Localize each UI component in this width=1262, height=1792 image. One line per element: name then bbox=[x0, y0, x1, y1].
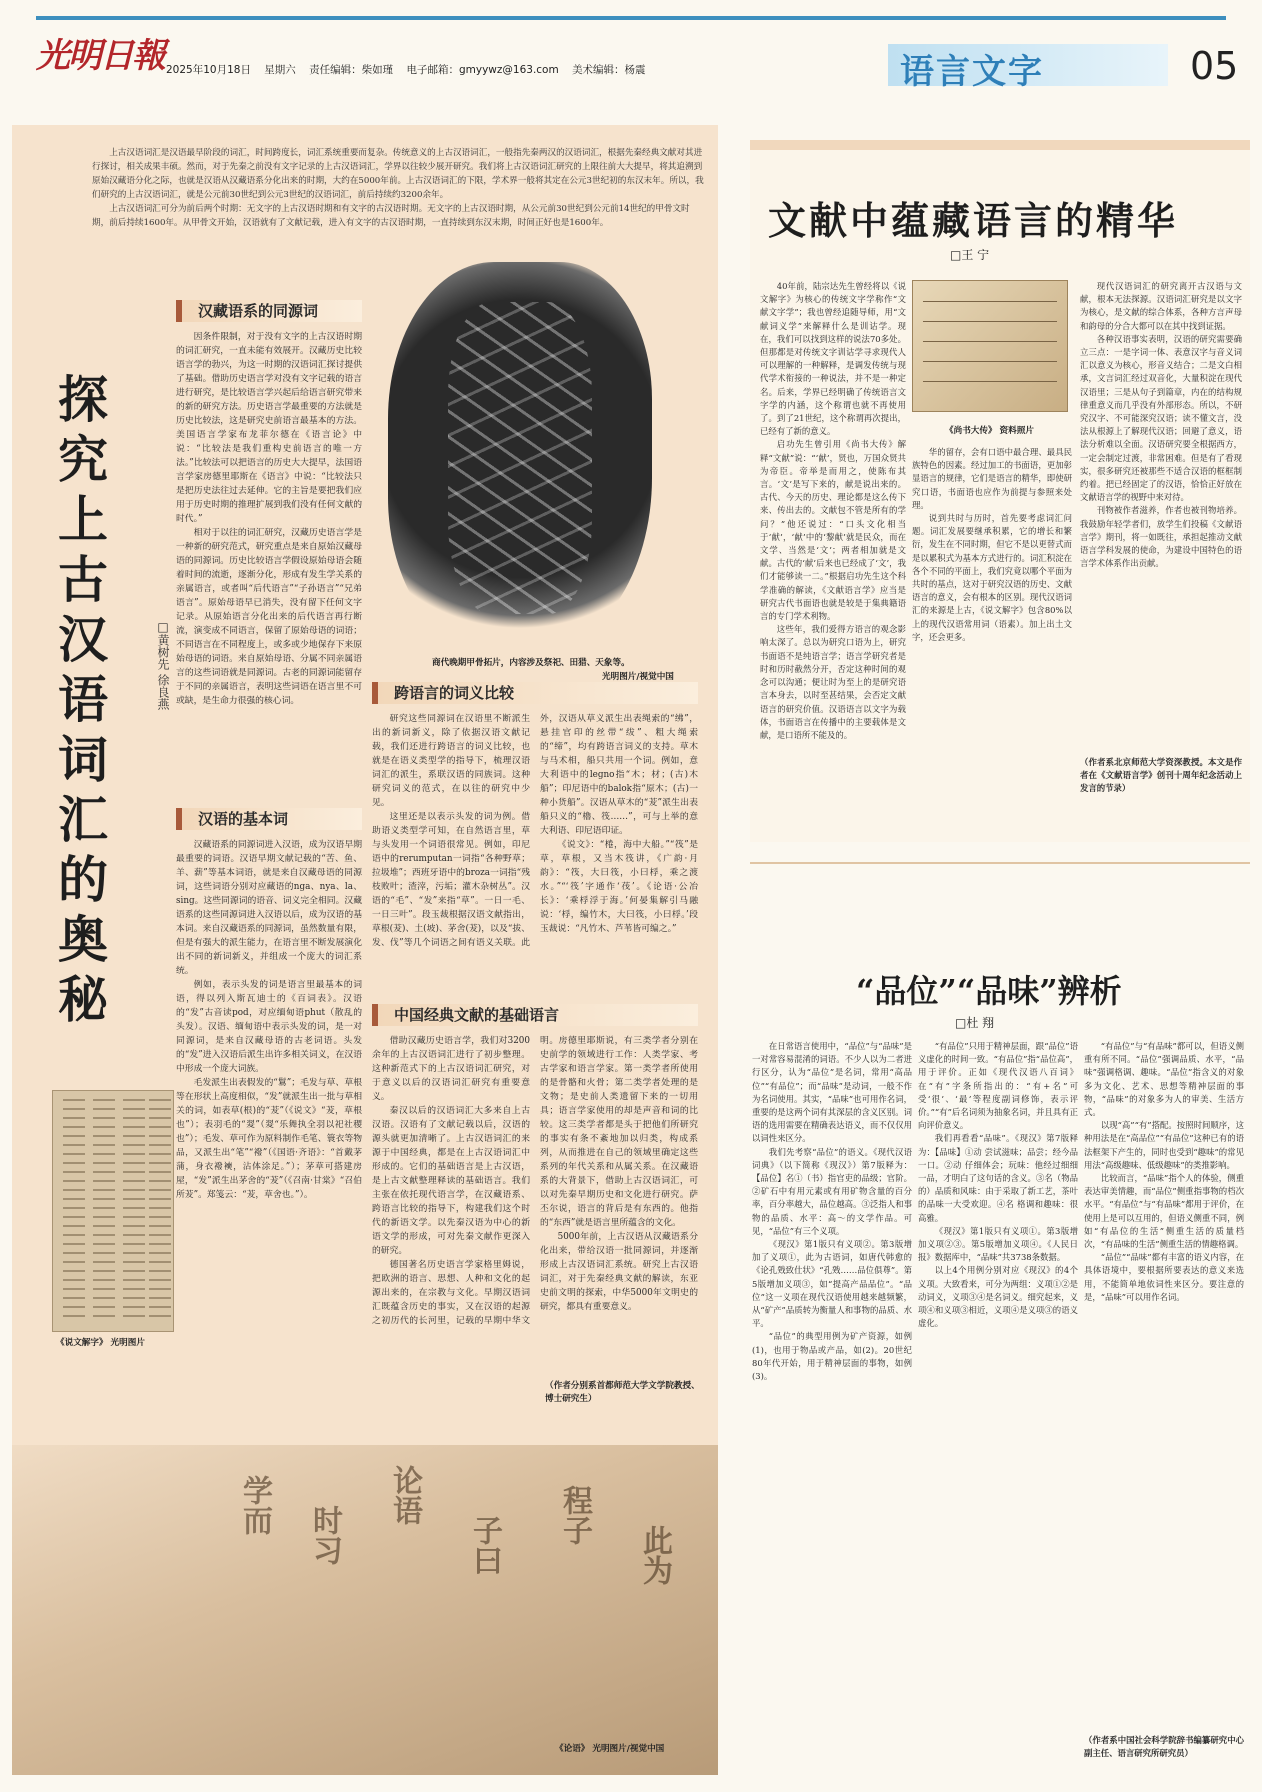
body-paragraph: 我们先考察“品位”的语义。《现代汉语词典》（以下简称《现汉》）第7版释为：【品位】名①（书）指官吏的品级；官阶。②矿石中有用元素或有用矿物含量的百分率，百分率越大，品位越高。③泛指人和事物的品质、水平：高～的文学作品。可见，“品位”有三个义项。 bbox=[752, 1146, 912, 1236]
shangshu-dazhuan-image bbox=[912, 280, 1068, 412]
body-paragraph: 以现“高”“有”搭配。按照时间顺序，这种用法是在“高品位”“有品位”这种已有的语法框架下产生的，同时也受到“趣味”的常见用法“高级趣味、低级趣味”的类推影响。 bbox=[1084, 1120, 1244, 1170]
issue-meta bbox=[166, 62, 656, 77]
body-paragraph: 华的留存，会有口语中最合理、最具民族特色的因素。经过加工的书面语，更加彰显语言的规律，它们是语言的精华，即使研究口语，书面语也应作为前提与参照来处理。 bbox=[912, 447, 1072, 510]
feature-intro bbox=[92, 146, 704, 230]
body-paragraph: 相对于以往的词汇研究，汉藏历史语言学是一种新的研究范式，研究重点是来自原始汉藏母语的同源词。历史比较语言学假设原始母语会随着时间的流逝，逐渐分化，形成有发生学关系的亲属语言，或者叫“后代语言”“子孙语言”“兄弟语言”。原始母语早已消失，没有留下任何文字记录。从原始语言分化出来的后代语言再行断流，演变成不同语言，保留了原始母语的词语；不同语言在不同程度上，或多或少地保存下来原始母语的词语。来自原始母语、分属不同亲属语言的这些词语就是同源词。古老的同源词能留存于不同的亲属语言，表明这些词语在语言里不可或缺，是生命力很强的核心词。 bbox=[176, 528, 362, 706]
body-paragraph: 研究这些同源词在汉语里不断派生出的新词新义，除了依据汉语文献记载，我们还进行跨语言的词义比较，也就是在语义类型学的指导下，梳理汉语词汇的派生，系联汉语的同族词。这种研究词义的范式，在以往的研究中少见。 bbox=[372, 714, 530, 808]
body-paragraph: 比较而言，“品味”指个人的体验，侧重表达审美情趣，而“品位”侧重指事物的档次水平。“有品位”与“有品味”都用于评价，在使用上是可以互用的，但语义侧重不同，例如“有品位的生活”侧重生活的质量档次，“有品味的生活”侧重生活的情趣格调。 bbox=[1084, 1173, 1244, 1250]
body-paragraph: 汉藏语系的同源词进入汉语，成为汉语早期最重要的词语。汉语早期文献记载的“苦、鱼、羊、薪”等基本词语，就是来自汉藏母语的同源词，这些词语分别对应藏语的nga、nya、la、sing。这些同源词的语音、词义完全相同。汉藏语系的这些同源词进入汉语以后，成为汉语的基本词。来自汉藏语系的同源词，虽然数量有限，但是有强大的派生能力，在语言里不断发展演化出不同的新词新义，并组成一个庞大的词汇系统。 bbox=[176, 840, 362, 976]
intro-paragraph: 上古汉语词汇可分为前后两个时期：无文字的上古汉语时期和有文字的古汉语时期。无文字的上古汉语时期，从公元前30世纪到公元前14世纪的甲骨文时期，前后持续1600年。从甲骨文开始，汉语就有了文献记载，进入有文字的古汉语时期，一直持续到东汉末期，时间正好也是1600年。 bbox=[92, 204, 690, 228]
body-paragraph: “有品位”只用于精神层面，跟“品位”语义虚化的时间一致。“有品位”指“品位高”，用于评价。正如《现代汉语八百词》在“有”字条所指出的：“有+名”可受‘很’、‘最’等程度副词修饰，表示评价。”“有”后名词须为抽象名词，并且具有正向评价意义。 bbox=[918, 1041, 1078, 1131]
column-basic-words bbox=[176, 838, 362, 1202]
lunyu-book-image: 学而 时习 论语 子曰 程子 此为 bbox=[12, 1445, 718, 1775]
article1-author-note: （作者系北京师范大学资深教授。本文是作者在《文献语言学》创刊十周年纪念活动上发言的节录） bbox=[1080, 757, 1242, 794]
shuowen-book-image bbox=[52, 1090, 174, 1332]
body-paragraph: 以上4个用例分别对应《现汉》的4个义项。大致看来，可分为两组：义项①②是动词义，义项③④是名词义。细究起来，义项④和义项③相近，义项④是义项③的语义虚化。 bbox=[918, 1265, 1078, 1329]
article2-col1 bbox=[752, 1040, 912, 1780]
article1-col2 bbox=[912, 446, 1072, 840]
body-paragraph: 秦汉以后的汉语词汇大多来自上古汉语。汉语有了文献记载以后，汉语的源头就更加清晰了。上古汉语词汇的来源于中国经典，都是在上古汉语词汇中形成的。它们的基础语言是上古汉语，是上古文献整理释读的基础语言。我们主张在依托现代语言学，在汉藏语系、跨语言比较的指导下，构建我们这个时代的新语文学。以先秦汉语为中心的新语文学的形成，可对先秦文献作更深入的研究。 bbox=[372, 1106, 530, 1256]
body-paragraph: “有品位”与“有品味”都可以，但语义侧重有所不同。“品位”强调品质、水平，“品味”强调格调、趣味。“品位”指含义的对象多为文化、艺术、思想等精神层面的事物，“品味”的对象多为人的审美、生活方式。 bbox=[1084, 1041, 1244, 1118]
article1-col3 bbox=[1080, 280, 1242, 750]
body-paragraph: 说到共时与历时，首先要考虑词汇问题。词汇发展要继承积累，它的增长和繁衍，发生在不同时期，但它不是以更替式而是以累积式为基本方式进行的。词汇积淀在各个不同的平面上，我们究竟以哪个平面为共时的基点，这对于研究汉语的历史、文献语言的意义，会有根本的区别。现代汉语词汇的来源是上古，《说文解字》包含80%以上的现代汉语常用词（语素）。加上出土文字，还会更多。 bbox=[912, 513, 1072, 642]
body-paragraph: 40年前，陆宗达先生曾经将以《说文解字》为核心的传统文字学称作“文献文字学”；我也曾经追随导师，用“文献词义学”来解释什么是训诂学。现在，我们可以找到这样的说法70多处。但那都是对传统文字训诂学寻求现代人可以理解的一种解释，是调发传统与现代学术衔接的一种说法，并不是一种定名。后来，学界已经明确了传统语言文字学的内涵，这个称谓也就不再使用了。到了21世纪，这个称谓再次提出，已经有了新的意义。 bbox=[760, 281, 906, 437]
column-cross-lingual bbox=[372, 712, 698, 1000]
body-paragraph: 《现汉》第1版只有义项②。第3版增加了义项①，此为古语词，如唐代韩愈的《论孔戣致仕状》“孔戣……品位俱尊”。第5版增加义项③，如“提高产品品位”。“品位”这一义项在现代汉语使用越来越频繁，从“矿产”品质转为衡量人和事物的品质、水平。 bbox=[752, 1239, 912, 1329]
newspaper-logo: 光明日報 bbox=[36, 36, 164, 76]
book-caption: 《论语》 光明图片/视觉中国 bbox=[555, 1744, 665, 1754]
body-paragraph: 刊物被作者滋养，作者也被刊物培养。我鼓励年轻学者们，放学生们投稿《文献语言学》期刊，将一如既往，承担起推动文献语言学科发展的使命，为建设中国特色的语言学术体系作出贡献。 bbox=[1080, 505, 1242, 569]
responsible-editor: 责任编辑：柴如瑾 bbox=[309, 64, 394, 76]
article2-title: “品位”“品味”辨析 bbox=[856, 972, 1122, 1010]
body-paragraph: 这些年，我们爱得方语言的观念影响太深了。总以为研究口语为上，研究书面语不是纯语言学；语言学研究者是时和历时截然分开，否定这种时间的观念可以沟通；便让时为至上的是研究语言本身去，以时至甚结果，会否定文献语言的研究价值。汉语语言以文字为载体，书面语言在传播中的主要载体是文献，是口语所不能及的。 bbox=[760, 624, 906, 740]
body-paragraph: 在日常语言使用中，“品位”与“品味”是一对常容易混淆的词语。不少人以为二者进行区分，认为“品位”是名词，常用“高品位”“有品位”；而“品味”是动词，一般不作为名词使用。其实，“品味”也可用作名词，重要的是这两个词有其深层的含义区别。词语的选用需要在精确表达语义，而不仅仅用以词性来区分。 bbox=[752, 1041, 912, 1144]
article1-author: □王 宁 bbox=[950, 248, 990, 262]
section-name: 语言文字 bbox=[900, 52, 1044, 92]
body-paragraph: 借助汉藏历史语言学，我们对3200余年的上古汉语词汇进行了初步整理。这种新范式下的上古汉语词汇研究，对于意义以后的汉语词汇研究有重要意义。 bbox=[372, 1036, 530, 1102]
top-rule bbox=[36, 16, 1226, 20]
oracle-bone-rubbing-image bbox=[388, 262, 652, 654]
feature-author-note: （作者分别系首都师范大学文学院教授、博士研究生） bbox=[545, 1381, 700, 1404]
article2-col2 bbox=[918, 1040, 1078, 1780]
body-paragraph: “品位”的典型用例为矿产资源，如例(1)，也用于物品或产品，如(2)。20世纪80年代开始，用于精神层面的事物，如例(3)。 bbox=[752, 1331, 912, 1382]
intro-paragraph: 上古汉语词汇是汉语最早阶段的词汇，时间跨度长，词汇系统重要而复杂。传统意义的上古汉语词汇，一般指先秦两汉的汉语词汇，根据先秦经典文献对其进行探讨，相关成果丰硕。然而，对于先秦之前没有文字记录的上古汉语词汇，学界以往较少展开研究。我们将上古汉语词汇研究的上限往前大大提早，将其追溯到原始汉藏语分化之际，也就是汉语从汉藏语系分化出来的时期，大约在5000年前。上古汉语词汇的下限，学术界一般将其定在公元3世纪初的东汉末年。所以，我们研究的上古汉语词汇，就是公元前30世纪到公元3世纪的汉语词汇，前后持续约3200余年。 bbox=[92, 148, 704, 200]
subhead-cross-lingual: 跨语言的词义比较 bbox=[372, 682, 698, 704]
body-paragraph: 因条件限制，对于没有文字的上古汉语时期的词汇研究，一直未能有效展开。汉藏历史比较语言学的勃兴，为这一时期的汉语词汇探讨提供了基础。借助历史语言学对没有文字记载的语言进行研究，是比较语言学兴起后给语言研究带来的新的研究方法。历史语言学最重要的方法就是历史比较法，这是研究史前语言最基本的方法。美国语言学家布龙菲尔德在《语言论》中说：“比较法是我们重构史前语言的唯一方法。”比较法可以把语言的历史大大提早，法国语言学家房德里耶斯在《语言》中说：“比较法只是把历史法往过去延伸。它的主旨是要把我们应用于历史时期的推理扩展到我们没有任何文献的时代。” bbox=[176, 332, 362, 524]
article1-col1 bbox=[760, 280, 906, 840]
body-paragraph: 我们再看看“品味”。《现汉》第7版释为：【品味】①动 尝试滋味；品尝；经今品一口。②动 仔细体会；玩味：他经过细细一品，才明白了这句话的含义。③名（物品的）品质和风味：由于采取了新工艺，茶叶的品味一大受欢迎。④名 格调和趣味：很高雅。 bbox=[918, 1133, 1078, 1223]
editor-email: 电子邮箱：gmyywz@163.com bbox=[406, 64, 559, 76]
body-paragraph: 毛发派生出表假发的“鬄”；毛发与草、草根等在形状上高度相似，“发”就派生出一批与草相关的词，如表草(根)的“茇”（《说文》“茇，草根也”）；表羽毛的“翇”（翇“乐舞执全羽以祀社稷也”）；毛发、草可作为原料制作毛笔、簑衣等物品，又派生出“笔”“襏”（《国语·齐语》：“首戴茅蒲，身衣襏襫，沾体涂足。”）；茅草可搭建房屋，“发”派生出茅舍的“茇”（《召南·甘棠》“召伯所茇”。郑笺云：“茇，草舍也。”）。 bbox=[176, 1078, 362, 1200]
column-cognates bbox=[176, 330, 362, 708]
oracle-credit: 光明图片/视觉中国 bbox=[602, 672, 674, 682]
shuowen-caption: 《说文解字》 光明图片 bbox=[56, 1338, 145, 1348]
body-paragraph: 这里还是以表示头发的词为例。借助语义类型学可知，在自然语言里，草与头发用一个词语很常见。例如，印尼语中的rerumputan一词指“各种野草；拉圾堆”；西班牙语中的broza一词指“残枝败叶；渣滓，污垢；灌木杂树丛”。汉语的“毛”、“发”来指“草”。一日一毛、一日三叶”。段玉裁根据汉语文献指出，草根(茇)、土(坡)、茅舍(茇)，以及“拔、发、伐”等几个词语之间有语义关联。此外，汉语从草义派生出表绳索的“绋”，悬挂官印的丝带“绂”、粗大绳索的“缔”，均有跨语言词义的支持。草木与马术相，船只共用一个词。例如，意大利语中的legno指“木；材；(古)木船”；印尼语中的balok指“原木；(古)一种小货船”。汉语从草木的“茇”派生出表船只义的“櫓、筏……”，可与上举的意大利语、印尼语印证。 bbox=[372, 714, 698, 948]
article2-author: □杜 翔 bbox=[955, 1016, 995, 1030]
subhead-basic-words: 汉语的基本词 bbox=[176, 808, 362, 830]
issue-date: 2025年10月18日 bbox=[166, 64, 251, 76]
article1-img-caption: 《尚书大传》 资料照片 bbox=[945, 426, 1034, 436]
column-classics bbox=[372, 1034, 698, 1374]
subhead-cognates: 汉藏语系的同源词 bbox=[176, 300, 362, 322]
feature-title: 探究上古汉语词汇的奥秘 bbox=[58, 370, 108, 1029]
body-paragraph: 《说文》：“棬，海中大船。”“筏”是草，草根，又当木筏讲，《广韵·月韵》：“筏，大曰筏，小曰桴，乘之渡水。”“‘筏’字通作‘茷’。《论语·公冶长》：‘乘桴浮于海。’何晏集解引马融说：‘桴，编竹木，大曰筏，小曰桴。’段玉裁说：“凡竹木、芦苇皆可编之。” bbox=[540, 840, 698, 934]
body-paragraph: 各种汉语事实表明，汉语的研究需要确立三点：一是字词一体、表意汉字与音义词汇以意义为核心，形音义结合；二是文白相承，文言词汇经过双音化，大量积淀在现代汉语里；三是从句子到篇章，内在的结构规律重意义而几乎没有外部形态。所以，不研究汉字、不可能深究汉语；读不懂文言，没法从根源上了解现代汉语；回避了意义，语法分析难以全面。汉语研究要全根据西方，一定会制定过渡，非常困难。但是有了看现实，很多研究还被那些不适合汉语的框框制约着。把已经固定了的汉语，恰恰正好放在文献语言学的视野中来对待。 bbox=[1080, 333, 1242, 503]
article2-col3 bbox=[1084, 1040, 1244, 1730]
body-paragraph: 启功先生曾引用《尚书大传》解释“文献”说：“‘献’，贤也，万国众贤共为帝臣。帝举是而用之，使陈布其言。‘文’是写下来的，献是说出来的。古代、今天的历史、理论都是这么传下来、传出去的。文献包不管是所有的学问？”他还说过：“口头文化相当于‘献’，‘献’中的‘黎献’就是民众，而在文学、当然是‘文’；两者相加就是文献。古代的‘献’后来也已经成了‘文’，我们才能够读一二。”根据启功先生这个科学准确的解读，《文献语言学》应当是研究古代书面语也就是较是于集典籍语言的专门学术利物。 bbox=[760, 439, 906, 622]
subhead-classics: 中国经典文献的基础语言 bbox=[372, 1004, 698, 1026]
feature-authors: □黄树先 徐良燕 bbox=[156, 620, 170, 710]
page-number: 05 bbox=[1190, 44, 1239, 88]
article-divider bbox=[750, 862, 1250, 864]
issue-weekday: 星期六 bbox=[264, 64, 296, 76]
article1-title: 文献中蕴藏语言的精华 bbox=[768, 198, 1179, 243]
body-paragraph: 德国著名历史语言学家格里姆说，把欧洲的语言、思想、人种和文化的起源出来的，在宗教与文化。早期汉语词汇既蕴含历史的事实，又在汉语的起源之初历代的长河里，记载的早期中华文明。房德里耶斯说，有三类学者分别在史前学的领域进行工作：人类学家、考古学家和语言学家。第一类学者所使用的是骨骼和火骨；第二类学者处理的是文物；是史前人类遗留下来的一切用具；语言学家使用的却是声音和词的比较。这三类学者都是头于把他们所研究的事实有条不紊地加以归类，构成系列，从而推进在自己的领域里确定这些系列的年代关系和从属关系。在汉藏语系的大背景下，借助上古汉语词汇，可以对先秦早期历史和文化进行研究。萨丕尔说，语言的背后是有东西的。他指的“东西”就是语言里所蕴含的文化。 bbox=[372, 1036, 698, 1326]
body-paragraph: 《现汉》第1版只有义项①。第3版增加义项②③。第5版增加义项④。《人民日报》数据库中，“品味”共3738条数据。 bbox=[918, 1225, 1078, 1263]
body-paragraph: 现代汉语词汇的研究离开古汉语与文献，根本无法探源。汉语词汇研究是以文字为核心，是文献的综合体系，各种方言声母和韵母的分合大都可以在其中找到证据。 bbox=[1080, 281, 1242, 331]
body-paragraph: 例如，表示头发的词是语言里最基本的词语，得以列入斯瓦迪士的《百词表》。汉语的“发”古音读pod，对应缅甸语phut（散乱的头发）。汉语、缅甸语中表示头发的词，是一对同源词，是来自汉藏母语的古老词语。头发的“发”进入汉语后派生出许多相关词义，在汉语中形成一个庞大词族。 bbox=[176, 980, 362, 1074]
art-editor: 美术编辑：杨震 bbox=[572, 64, 646, 76]
body-paragraph: 5000年前，上古汉语从汉藏语系分化出来，带给汉语一批同源词，并逐渐形成上古汉语词汇系统。研究上古汉语词汇，对于先秦经典文献的解读，东亚史前文明的探索，中华5000年文明史的研究，都具有重要意义。 bbox=[540, 1232, 698, 1312]
body-paragraph: “品位”“品味”都有丰富的语义内容，在具体语境中，要根据所要表达的意义来选用，不能简单地依词性来区分。要注意的是，“品味”可以用作名词。 bbox=[1084, 1252, 1244, 1302]
article2-author-note: （作者系中国社会科学院辞书编纂研究中心副主任、语言研究所研究员） bbox=[1084, 1735, 1244, 1759]
oracle-caption: 商代晚期甲骨拓片，内容涉及祭祀、田猎、天象等。 bbox=[432, 658, 630, 668]
